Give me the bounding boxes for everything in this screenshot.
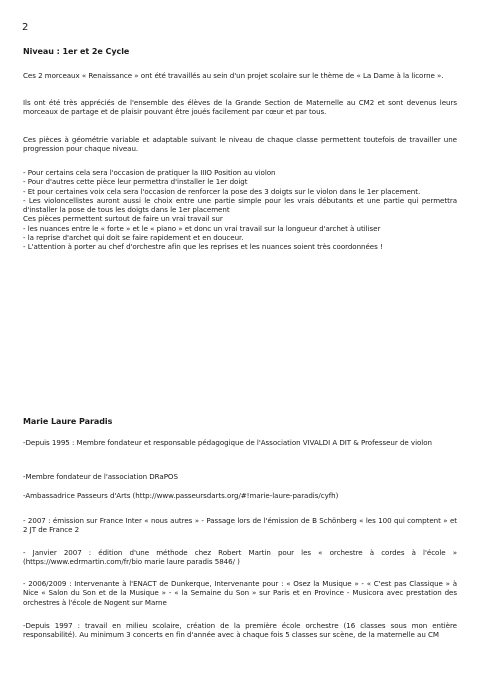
list-item: Ces pièces permettent surtout de faire un vrai travail sur (23, 214, 223, 224)
bio-entry: -Membre fondateur de l'association DRaPOS (23, 472, 178, 481)
list-item: - la reprise d'archet qui doit se faire rapidement et en douceur. (23, 233, 244, 243)
bio-entry: - Janvier 2007 : édition d'une méthode chez Robert Martin pour les « orchestre à cordes à l'école » (https://www.edrmartin.com/fr/bio marie laure paradis 5846/ ) (23, 548, 457, 567)
list-item: - Et pour certaines voix cela sera l'occasion de renforcer la pose des 3 doigts sur le violon dans le 1er placement. (23, 186, 421, 196)
bio-entry: - 2006/2009 : Intervenante à l'ENACT de Dunkerque, Intervenante pour : « Osez la Musique » - « C'est pas Classique » à Nice « Salon du Son et de la Musique » - « la Semaine du Son » sur Paris et en Province - Musicora avec prestation des orchestres à l'école de Nogent sur Marne (23, 579, 457, 607)
progression-list (23, 168, 457, 252)
bio-entry: -Ambassadrice Passeurs d'Arts (http://www.passeursdarts.org/#!marie-laure-paradis/cyfh) (23, 491, 339, 500)
bio-entry: -Depuis 1997 : travail en milieu scolaire, création de la première école orchestre (16 classes sous mon entière responsabilité). Au minimum 3 concerts en fin d'année avec à chaque fois 5 classes sur scène, de la maternelle au CM (23, 621, 457, 640)
list-item: - Pour certains cela sera l'occasion de pratiquer la IIIO Position au violon (23, 168, 276, 177)
page-number: 2 (22, 22, 29, 33)
list-item: - Pour d'autres cette pièce leur permettra d'installer le 1er doigt (23, 177, 248, 187)
section-heading-author: Marie Laure Paradis (23, 417, 113, 426)
list-item: - Les violoncellistes auront aussi le choix entre une partie simple pour les vrais débutants et une partie qui permettra d'installer la pose de tous les doigts dans le 1er placement (23, 195, 457, 215)
list-item: - L'attention à porter au chef d'orchestre afin que les reprises et les nuances soient très coordonnées ! (23, 242, 383, 252)
section-heading-level: Niveau : 1er et 2e Cycle (23, 47, 130, 56)
paragraph-appreciation: Ils ont été très appréciés de l'ensemble des élèves de la Grande Section de Maternelle au CM2 et sont devenus leurs morceaux de partage et de plaisir pouvant être joués facilement par cœur et par tous. (23, 98, 457, 117)
paragraph-geometry: Ces pièces à géométrie variable et adaptable suivant le niveau de chaque classe permettent toutefois de travailler une progression pour chaque niveau. (23, 135, 457, 154)
list-item: - les nuances entre le « forte » et le « piano » et donc un vrai travail sur la longueur d'archet à utiliser (23, 223, 381, 233)
bio-entry: -Depuis 1995 : Membre fondateur et responsable pédagogique de l'Association VIVALDI A DIT & Professeur de violon (23, 438, 432, 447)
paragraph-renaissance: Ces 2 morceaux « Renaissance » ont été travaillés au sein d'un projet scolaire sur le thème de « La Dame à la licorne ». (23, 71, 444, 80)
bio-entry: - 2007 : émission sur France Inter « nous autres » - Passage lors de l'émission de B Schönberg « les 100 qui comptent » et 2 JT de France 2 (23, 516, 457, 535)
